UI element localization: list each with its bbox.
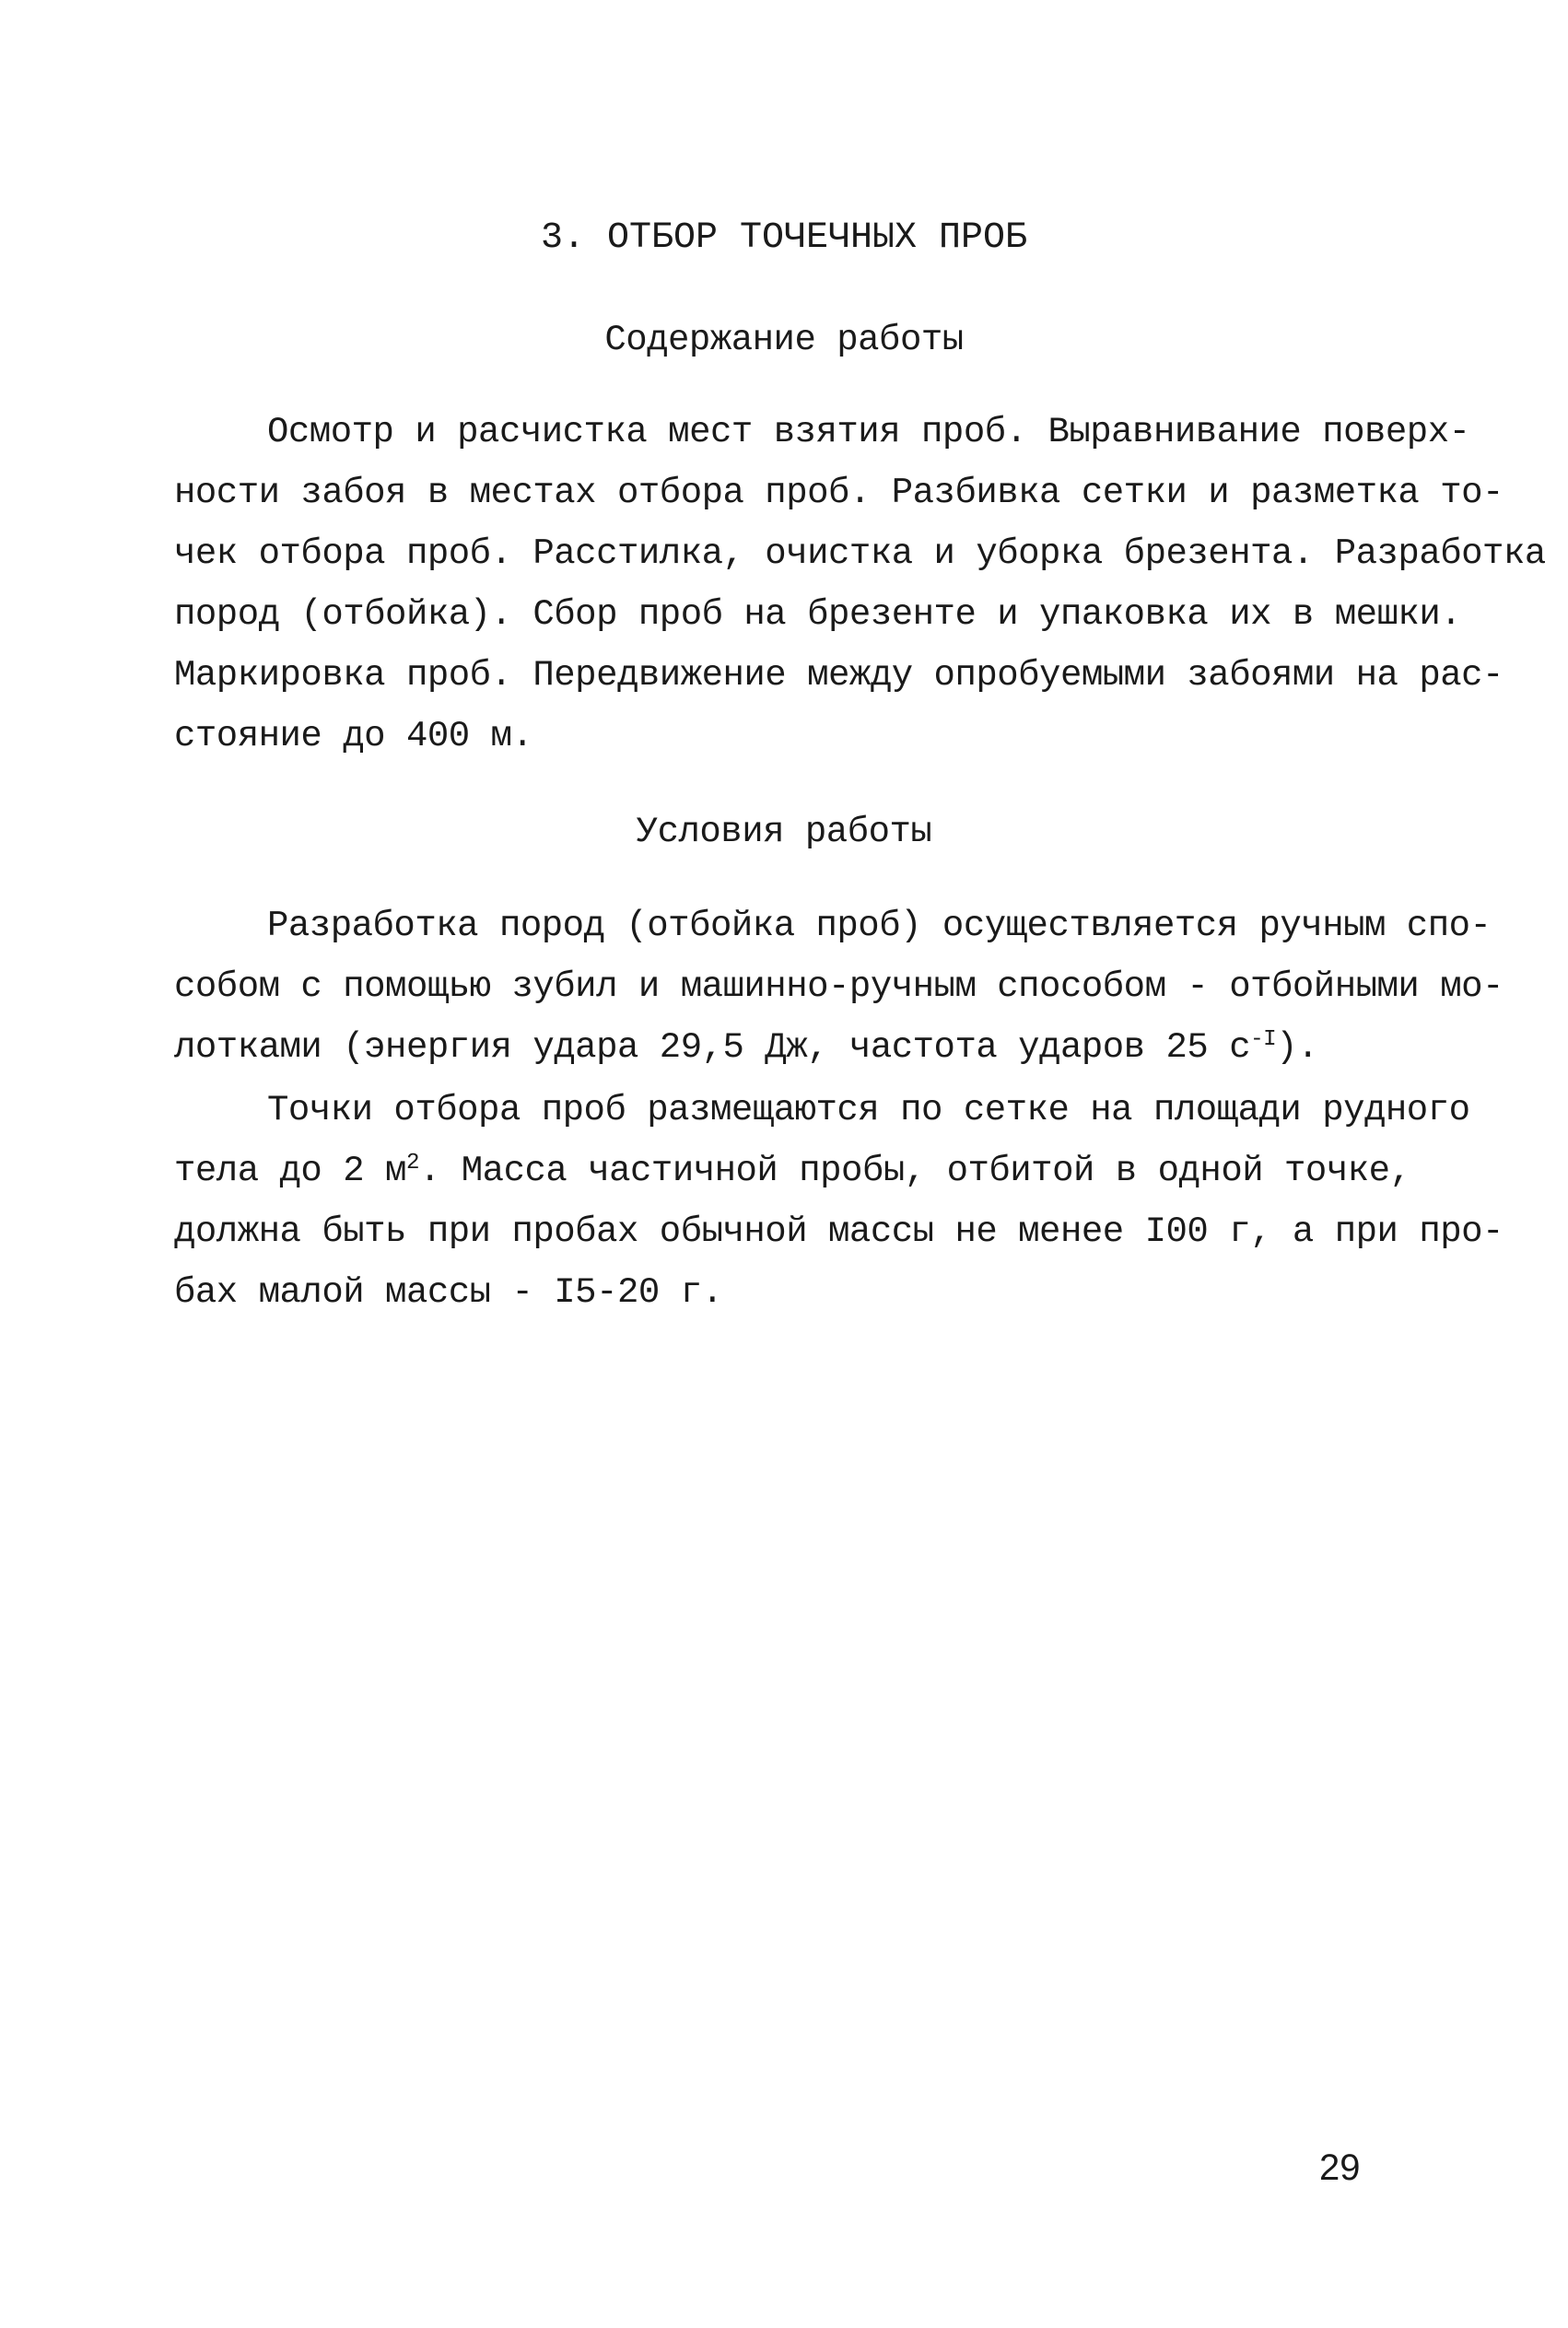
superscript: -I [1250,1026,1277,1052]
paragraph-line: Маркировка проб. Передвижение между опробуемыми забоями на рас- [174,655,1504,696]
paragraph-line: Разработка пород (отбойка проб) осуществляется ручным спо- [267,906,1492,946]
paragraph-line: собом с помощью зубил и машинно-ручным способом - отбойными мо- [174,966,1504,1007]
paragraph-line: должна быть при пробах обычной массы не менее I00 г, а при про- [174,1211,1504,1252]
line-text: ). [1276,1027,1318,1068]
paragraph-line: Осмотр и расчистка мест взятия проб. Выравнивание поверх- [267,412,1470,452]
paragraph-line: стояние до 400 м. [174,716,533,756]
paragraph-line: бах малой массы - I5-20 г. [174,1272,723,1313]
paragraph-line: Точки отбора проб размещаются по сетке на площади рудного [267,1090,1470,1130]
paragraph-line: пород (отбойка). Сбор проб на брезенте и упаковка их в мешки. [174,594,1462,635]
page-number: 29 [1319,2147,1361,2188]
subsection-heading-conditions: Условия работы [636,812,932,852]
paragraph-line [174,1150,1410,1197]
paragraph-line [174,1026,1318,1073]
section-title: 3. ОТБОР ТОЧЕЧНЫХ ПРОБ [540,217,1028,259]
line-text: . Масса частичной пробы, отбитой в одной точке, [418,1151,1411,1191]
paragraph-line: ности забоя в местах отбора проб. Разбивка сетки и разметка то- [174,473,1504,513]
paragraph-line: чек отбора проб. Расстилка, очистка и уборка брезента. Разработка [174,533,1546,574]
line-text: лотками (энергия удара 29,5 Дж, частота ударов 25 с [174,1027,1251,1068]
line-text: тела до 2 м [174,1151,406,1191]
superscript: 2 [405,1150,419,1176]
subsection-heading-content: Содержание работы [604,320,964,360]
